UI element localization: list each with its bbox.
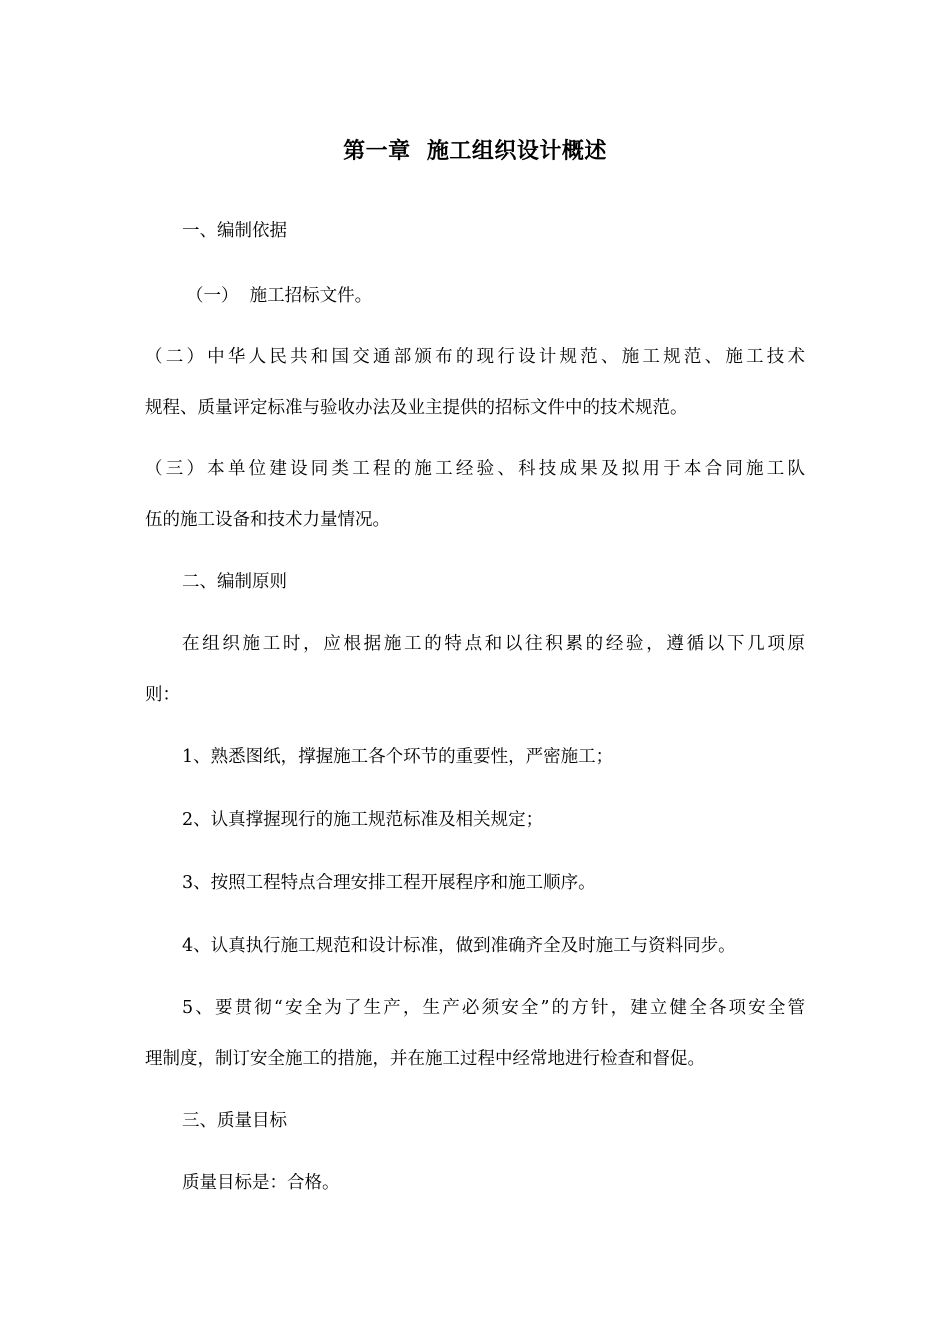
basis-item-3-line-2: 伍的施工设备和技术力量情况。: [145, 510, 390, 530]
principle-4: 4、认真执行施工规范和设计标准，做到准确齐全及时施工与资料同步。: [182, 936, 736, 956]
quality-goal-text: 质量目标是：合格。: [182, 1173, 340, 1193]
basis-item-2-line-1: （二）中华人民共和国交通部颁布的现行设计规范、施工规范、施工技术: [145, 347, 805, 367]
principle-2: 2、认真撑握现行的施工规范标准及相关规定；: [182, 810, 544, 830]
section-heading-basis: 一、编制依据: [182, 221, 287, 241]
principles-intro-line-2: 则：: [145, 685, 180, 705]
principle-5-line-1: 5、要贯彻“安全为了生产，生产必须安全”的方针，建立健全各项安全管: [182, 998, 805, 1018]
chapter-title: 第一章 施工组织设计概述: [343, 139, 607, 164]
basis-item-1: （一） 施工招标文件。: [186, 286, 373, 306]
principles-intro-line-1: 在组织施工时，应根据施工的特点和以往积累的经验，遵循以下几项原: [182, 634, 805, 654]
principle-1: 1、熟悉图纸，撑握施工各个环节的重要性，严密施工；: [182, 747, 614, 767]
basis-item-2-line-2: 规程、质量评定标准与验收办法及业主提供的招标文件中的技术规范。: [145, 398, 688, 418]
section-heading-principles: 二、编制原则: [182, 572, 287, 592]
principle-3: 3、按照工程特点合理安排工程开展程序和施工顺序。: [182, 873, 596, 893]
section-heading-quality: 三、质量目标: [182, 1111, 287, 1131]
principle-5-line-2: 理制度，制订安全施工的措施，并在施工过程中经常地进行检查和督促。: [145, 1049, 705, 1069]
basis-item-3-line-1: （三）本单位建设同类工程的施工经验、科技成果及拟用于本合同施工队: [145, 459, 805, 479]
